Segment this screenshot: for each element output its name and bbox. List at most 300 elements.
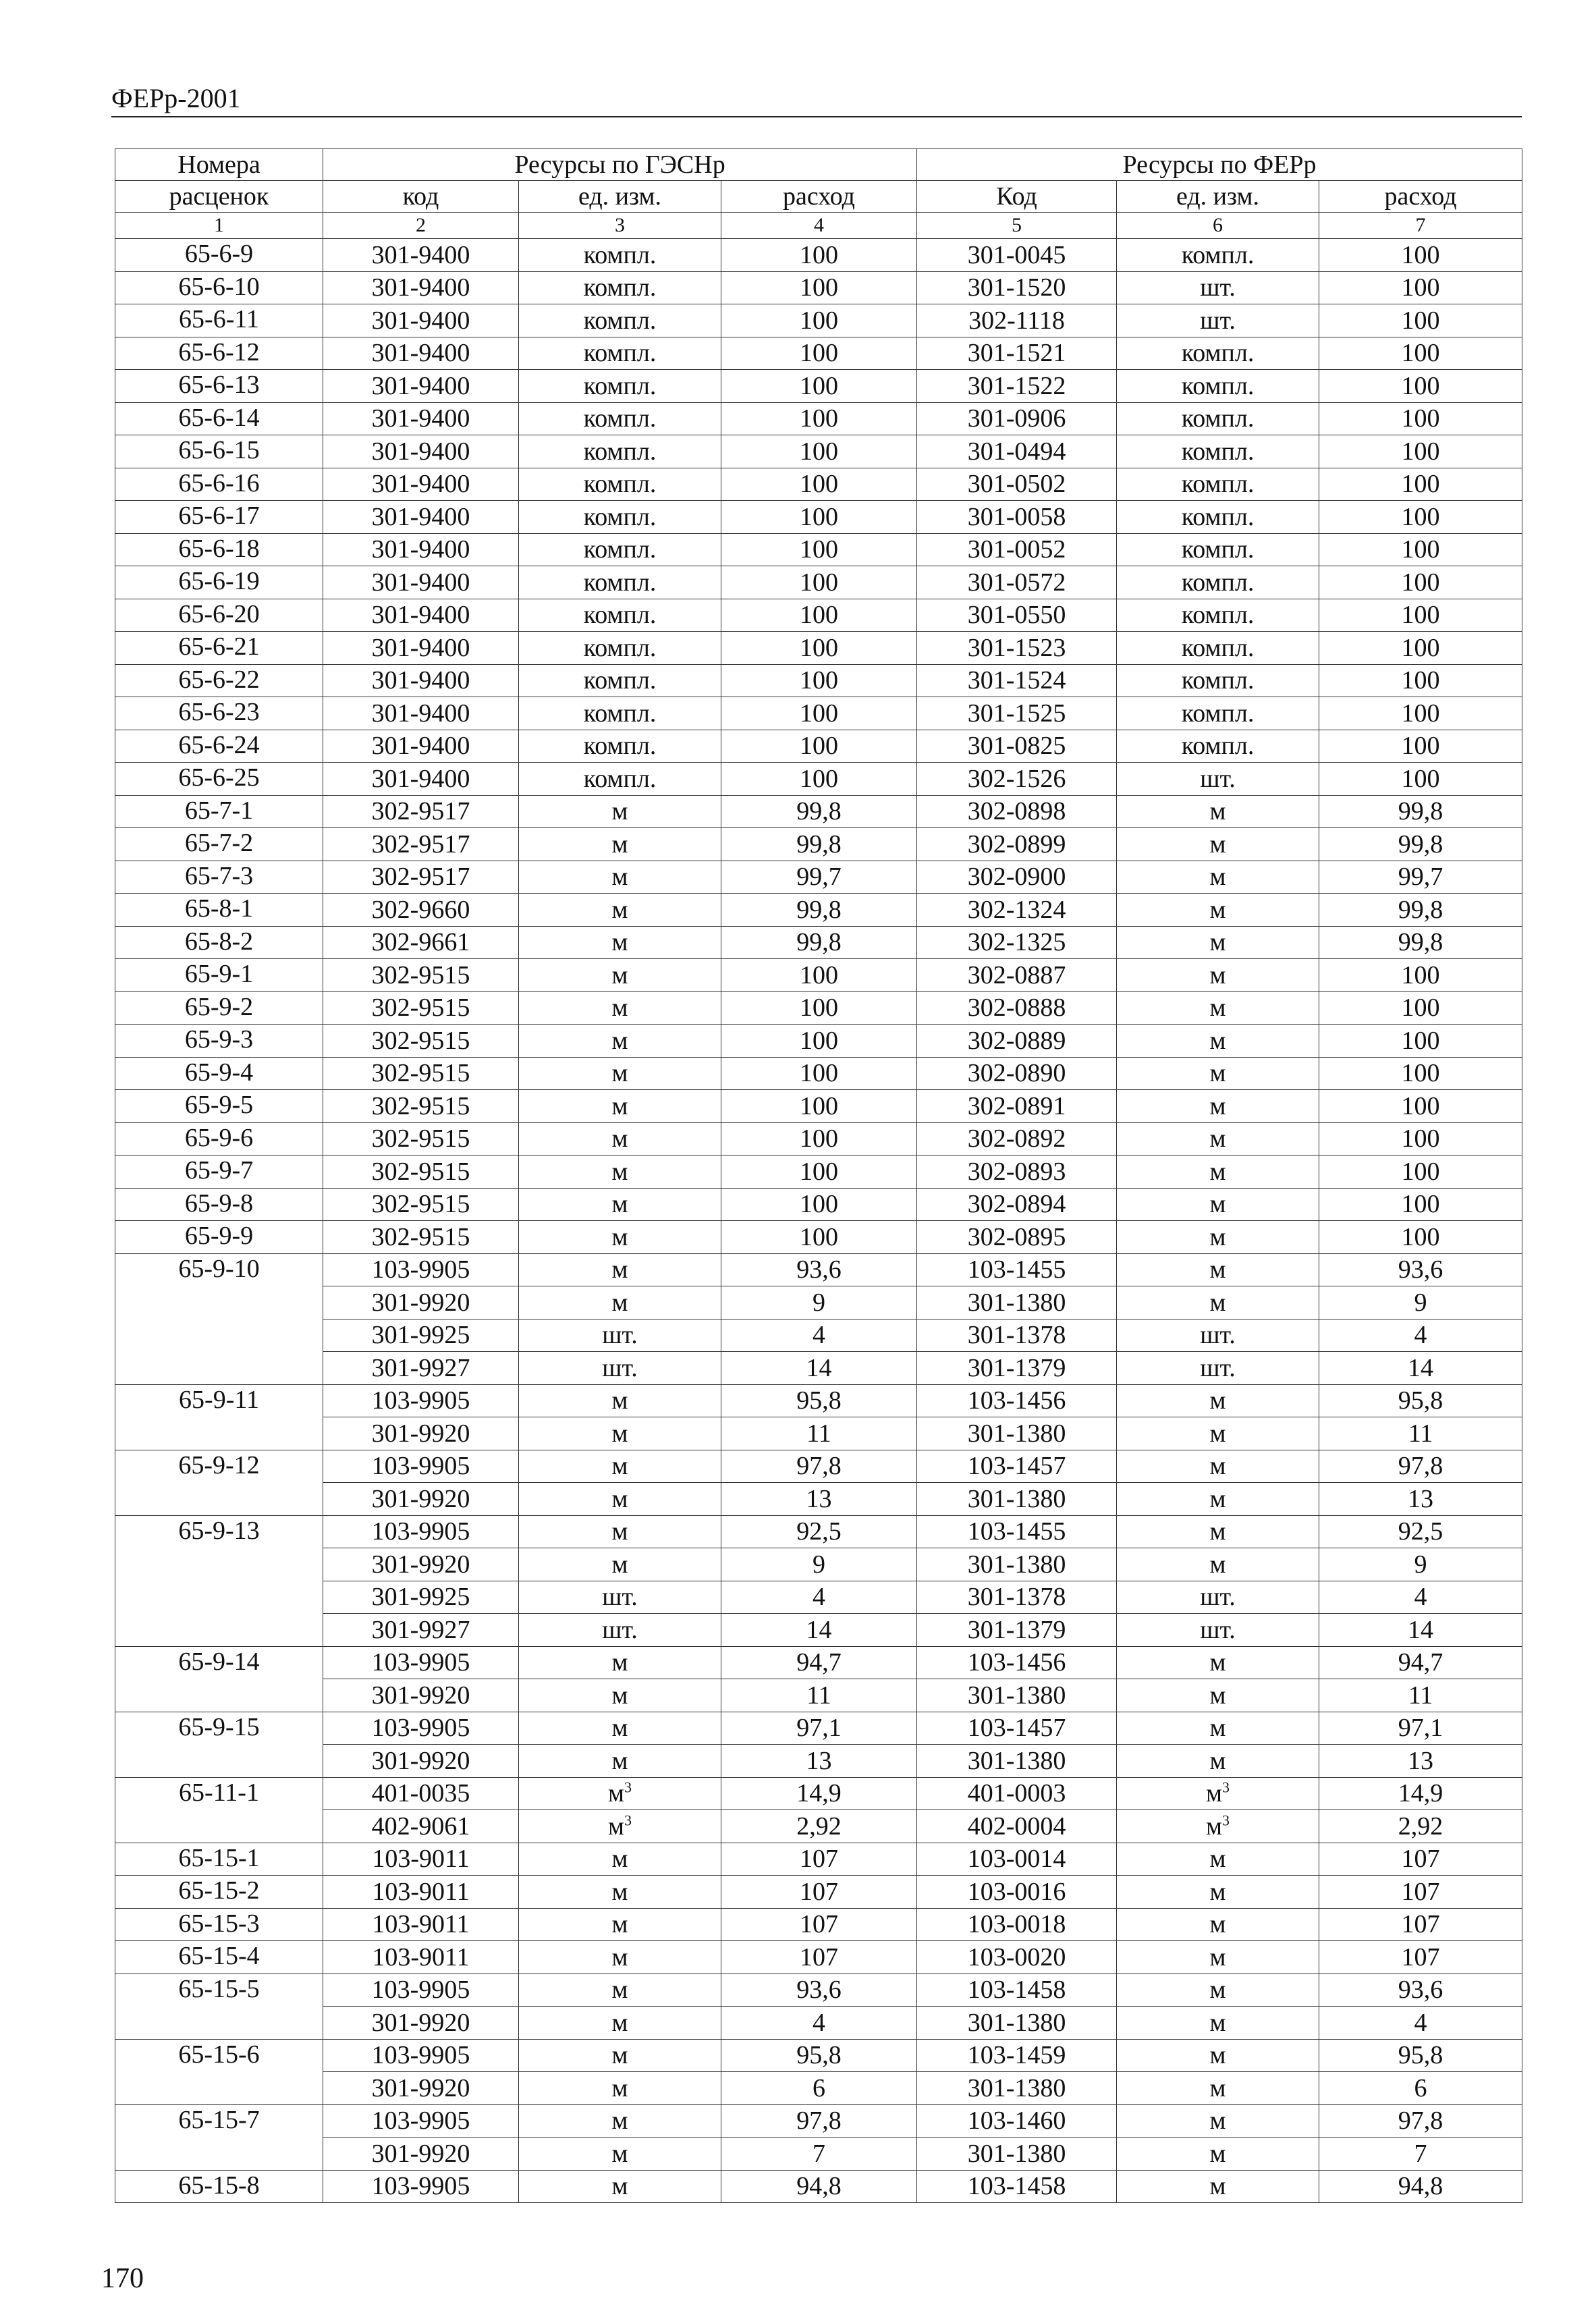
rate-number-cell: 65-6-9 (115, 239, 323, 272)
qty-gesnr-cell: 100 (721, 1090, 917, 1123)
unit-gesnr-cell: компл. (519, 664, 721, 697)
qty-gesnr-cell: 100 (721, 1025, 917, 1058)
code-gesnr-cell: 103-9905 (323, 1253, 519, 1286)
qty-gesnr-cell: 107 (721, 1876, 917, 1909)
unit-ferr-cell: м (1117, 1122, 1319, 1155)
qty-gesnr-cell: 9 (721, 1286, 917, 1319)
qty-ferr-cell: 100 (1319, 533, 1522, 566)
table-row (115, 271, 1522, 304)
table-row (115, 1614, 1522, 1647)
code-ferr-cell: 301-1380 (917, 2072, 1117, 2105)
header-qty-ferr: расход (1319, 181, 1522, 213)
header-code-gesnr: код (323, 181, 519, 213)
table-row (115, 1777, 1522, 1810)
qty-ferr-cell: 100 (1319, 697, 1522, 730)
qty-ferr-cell: 100 (1319, 1057, 1522, 1090)
code-gesnr-cell: 302-9515 (323, 991, 519, 1025)
header-ferr-resources: Ресурсы по ФЕРр (917, 149, 1522, 181)
code-gesnr-cell: 301-9925 (323, 1581, 519, 1614)
qty-gesnr-cell: 94,7 (721, 1646, 917, 1679)
table-row (115, 763, 1522, 796)
qty-ferr-cell: 14 (1319, 1614, 1522, 1647)
table-row (115, 337, 1522, 370)
column-number: 3 (519, 213, 721, 239)
code-gesnr-cell: 301-9400 (323, 402, 519, 435)
rate-number-cell: 65-6-14 (115, 402, 323, 435)
code-ferr-cell: 103-1456 (917, 1384, 1117, 1417)
table-row (115, 1745, 1522, 1778)
table-row (115, 1515, 1522, 1548)
code-gesnr-cell: 301-9400 (323, 501, 519, 534)
qty-gesnr-cell: 100 (721, 632, 917, 665)
qty-ferr-cell: 92,5 (1319, 1515, 1522, 1548)
code-ferr-cell: 103-0018 (917, 1908, 1117, 1941)
qty-ferr-cell: 100 (1319, 763, 1522, 796)
table-row (115, 1843, 1522, 1876)
code-ferr-cell: 301-0052 (917, 533, 1117, 566)
code-gesnr-cell: 302-9660 (323, 894, 519, 927)
qty-ferr-cell: 95,8 (1319, 2039, 1522, 2072)
code-gesnr-cell: 301-9920 (323, 1286, 519, 1319)
code-gesnr-cell: 401-0035 (323, 1777, 519, 1810)
unit-ferr-cell: компл. (1117, 337, 1319, 370)
qty-ferr-cell: 6 (1319, 2072, 1522, 2105)
qty-ferr-cell: 107 (1319, 1941, 1522, 1974)
unit-ferr-cell: м (1117, 991, 1319, 1025)
rate-number-cell: 65-6-25 (115, 763, 323, 796)
qty-gesnr-cell: 14 (721, 1352, 917, 1385)
code-ferr-cell: 301-1380 (917, 1286, 1117, 1319)
rate-number-cell: 65-15-6 (115, 2039, 323, 2104)
table-row (115, 1253, 1522, 1286)
code-ferr-cell: 302-1325 (917, 926, 1117, 959)
code-ferr-cell: 301-0825 (917, 730, 1117, 763)
qty-ferr-cell: 95,8 (1319, 1384, 1522, 1417)
qty-gesnr-cell: 100 (721, 501, 917, 534)
rate-number-cell: 65-9-2 (115, 991, 323, 1025)
table-row (115, 1646, 1522, 1679)
table-row (115, 2007, 1522, 2040)
code-ferr-cell: 103-0016 (917, 1876, 1117, 1909)
unit-ferr-cell: шт. (1117, 304, 1319, 337)
qty-ferr-cell: 9 (1319, 1548, 1522, 1581)
table-row (115, 959, 1522, 992)
qty-gesnr-cell: 100 (721, 1221, 917, 1254)
table-row (115, 566, 1522, 599)
qty-ferr-cell: 100 (1319, 501, 1522, 534)
code-ferr-cell: 103-1457 (917, 1450, 1117, 1483)
qty-gesnr-cell: 100 (721, 304, 917, 337)
unit-ferr-cell: м (1117, 2072, 1319, 2105)
qty-gesnr-cell: 99,8 (721, 894, 917, 927)
unit-gesnr-cell: м (519, 828, 721, 861)
qty-ferr-cell: 99,8 (1319, 795, 1522, 828)
unit-ferr-cell: м (1117, 926, 1319, 959)
qty-ferr-cell: 100 (1319, 632, 1522, 665)
table-row (115, 2039, 1522, 2072)
code-gesnr-cell: 301-9920 (323, 1548, 519, 1581)
qty-ferr-cell: 107 (1319, 1876, 1522, 1909)
table-row (115, 894, 1522, 927)
code-ferr-cell: 301-1379 (917, 1614, 1117, 1647)
table-row (115, 239, 1522, 272)
unit-gesnr-cell: компл. (519, 763, 721, 796)
qty-ferr-cell: 14 (1319, 1352, 1522, 1385)
table-row (115, 1122, 1522, 1155)
code-gesnr-cell: 301-9400 (323, 632, 519, 665)
qty-ferr-cell: 100 (1319, 435, 1522, 468)
unit-gesnr-cell: м (519, 2170, 721, 2203)
table-row (115, 1450, 1522, 1483)
table-row (115, 1319, 1522, 1352)
table-row (115, 1876, 1522, 1909)
qty-ferr-cell: 94,8 (1319, 2170, 1522, 2203)
qty-gesnr-cell: 100 (721, 1188, 917, 1221)
unit-gesnr-cell: м (519, 2039, 721, 2072)
qty-gesnr-cell: 95,8 (721, 1384, 917, 1417)
unit-ferr-cell: компл. (1117, 501, 1319, 534)
code-gesnr-cell: 301-9920 (323, 1483, 519, 1516)
code-gesnr-cell: 103-9905 (323, 1384, 519, 1417)
rate-number-cell: 65-9-5 (115, 1090, 323, 1123)
unit-ferr-cell: м (1117, 1057, 1319, 1090)
code-gesnr-cell: 301-9920 (323, 2007, 519, 2040)
code-ferr-cell: 103-0014 (917, 1843, 1117, 1876)
unit-ferr-cell: м (1117, 1908, 1319, 1941)
table-group-header-row (115, 149, 1522, 181)
qty-ferr-cell: 2,92 (1319, 1810, 1522, 1843)
unit-gesnr-cell: шт. (519, 1319, 721, 1352)
table-row (115, 1417, 1522, 1450)
column-number: 1 (115, 213, 323, 239)
column-number: 5 (917, 213, 1117, 239)
unit-ferr-cell: м (1117, 2039, 1319, 2072)
code-gesnr-cell: 302-9515 (323, 1221, 519, 1254)
rate-number-cell: 65-9-14 (115, 1646, 323, 1712)
table-row (115, 533, 1522, 566)
qty-gesnr-cell: 100 (721, 991, 917, 1025)
table-row (115, 1548, 1522, 1581)
table-row (115, 861, 1522, 894)
code-ferr-cell: 302-0893 (917, 1155, 1117, 1189)
table-row (115, 730, 1522, 763)
code-ferr-cell: 301-1380 (917, 1679, 1117, 1712)
qty-ferr-cell: 100 (1319, 239, 1522, 272)
qty-ferr-cell: 100 (1319, 991, 1522, 1025)
unit-gesnr-cell: компл. (519, 402, 721, 435)
qty-ferr-cell: 99,8 (1319, 828, 1522, 861)
unit-gesnr-cell: компл. (519, 370, 721, 403)
unit-gesnr-cell: м (519, 1745, 721, 1778)
rate-number-cell: 65-9-13 (115, 1515, 323, 1646)
unit-gesnr-cell: м (519, 1253, 721, 1286)
rate-number-cell: 65-8-2 (115, 926, 323, 959)
code-gesnr-cell: 301-9920 (323, 2138, 519, 2171)
unit-ferr-cell: компл. (1117, 370, 1319, 403)
qty-ferr-cell: 100 (1319, 1025, 1522, 1058)
unit-ferr-cell: м (1117, 1843, 1319, 1876)
unit-gesnr-cell: м (519, 1515, 721, 1548)
unit-gesnr-cell: компл. (519, 697, 721, 730)
unit-ferr-cell: м (1117, 1450, 1319, 1483)
table-row (115, 1581, 1522, 1614)
qty-gesnr-cell: 97,8 (721, 1450, 917, 1483)
qty-ferr-cell: 100 (1319, 1155, 1522, 1189)
qty-ferr-cell: 107 (1319, 1908, 1522, 1941)
unit-gesnr-cell: м (519, 1679, 721, 1712)
code-ferr-cell: 301-1521 (917, 337, 1117, 370)
unit-gesnr-cell: компл. (519, 468, 721, 501)
qty-gesnr-cell: 100 (721, 599, 917, 632)
header-unit-gesnr: ед. изм. (519, 181, 721, 213)
table-row (115, 1974, 1522, 2007)
column-numbers-row (115, 213, 1522, 239)
rate-number-cell: 65-9-1 (115, 959, 323, 992)
code-ferr-cell: 301-0906 (917, 402, 1117, 435)
unit-gesnr-cell: компл. (519, 304, 721, 337)
unit-ferr-cell: $м^3$ (1117, 1777, 1319, 1810)
table-row (115, 1712, 1522, 1745)
table-row (115, 664, 1522, 697)
rate-number-cell: 65-9-10 (115, 1253, 323, 1384)
code-ferr-cell: 402-0004 (917, 1810, 1117, 1843)
unit-gesnr-cell: м (519, 2072, 721, 2105)
qty-ferr-cell: 100 (1319, 271, 1522, 304)
qty-gesnr-cell: 4 (721, 2007, 917, 2040)
code-ferr-cell: 301-1525 (917, 697, 1117, 730)
code-gesnr-cell: 302-9517 (323, 795, 519, 828)
qty-gesnr-cell: 4 (721, 1319, 917, 1352)
table-row (115, 1090, 1522, 1123)
code-ferr-cell: 103-0020 (917, 1941, 1117, 1974)
table-row (115, 697, 1522, 730)
qty-gesnr-cell: 9 (721, 1548, 917, 1581)
table-row (115, 1810, 1522, 1843)
unit-gesnr-cell: м (519, 1941, 721, 1974)
unit-gesnr-cell: м (519, 1122, 721, 1155)
unit-gesnr-cell: м (519, 991, 721, 1025)
qty-ferr-cell: 93,6 (1319, 1974, 1522, 2007)
qty-gesnr-cell: 6 (721, 2072, 917, 2105)
table-row (115, 2104, 1522, 2138)
code-ferr-cell: 301-1380 (917, 2007, 1117, 2040)
code-ferr-cell: 301-0058 (917, 501, 1117, 534)
qty-ferr-cell: 100 (1319, 566, 1522, 599)
table-row (115, 926, 1522, 959)
header-qty-gesnr: расход (721, 181, 917, 213)
qty-gesnr-cell: 100 (721, 1122, 917, 1155)
qty-ferr-cell: 93,6 (1319, 1253, 1522, 1286)
qty-gesnr-cell: 100 (721, 1155, 917, 1189)
code-gesnr-cell: 301-9400 (323, 468, 519, 501)
rate-number-cell: 65-15-8 (115, 2170, 323, 2203)
rate-number-cell: 65-6-22 (115, 664, 323, 697)
unit-ferr-cell: компл. (1117, 664, 1319, 697)
qty-gesnr-cell: 14,9 (721, 1777, 917, 1810)
column-number: 2 (323, 213, 519, 239)
rate-number-cell: 65-9-3 (115, 1025, 323, 1058)
table-row (115, 1188, 1522, 1221)
code-ferr-cell: 302-0900 (917, 861, 1117, 894)
unit-gesnr-cell: шт. (519, 1352, 721, 1385)
qty-ferr-cell: 4 (1319, 1581, 1522, 1614)
unit-ferr-cell: м (1117, 861, 1319, 894)
rate-number-cell: 65-9-9 (115, 1221, 323, 1254)
rate-number-cell: 65-11-1 (115, 1777, 323, 1843)
rate-number-cell: 65-9-12 (115, 1450, 323, 1515)
code-gesnr-cell: 301-9400 (323, 664, 519, 697)
unit-gesnr-cell: м (519, 1090, 721, 1123)
qty-ferr-cell: 100 (1319, 959, 1522, 992)
unit-ferr-cell: м (1117, 2170, 1319, 2203)
qty-gesnr-cell: 107 (721, 1843, 917, 1876)
header-code-ferr: Код (917, 181, 1117, 213)
rate-number-cell: 65-6-16 (115, 468, 323, 501)
unit-ferr-cell: м (1117, 959, 1319, 992)
qty-gesnr-cell: 11 (721, 1417, 917, 1450)
qty-gesnr-cell: 11 (721, 1679, 917, 1712)
code-ferr-cell: 301-1378 (917, 1319, 1117, 1352)
code-ferr-cell: 301-0494 (917, 435, 1117, 468)
unit-gesnr-cell: м (519, 1188, 721, 1221)
code-gesnr-cell: 402-9061 (323, 1810, 519, 1843)
column-number: 6 (1117, 213, 1319, 239)
code-ferr-cell: 301-1522 (917, 370, 1117, 403)
unit-ferr-cell: м (1117, 1548, 1319, 1581)
unit-ferr-cell: шт. (1117, 1581, 1319, 1614)
column-number: 4 (721, 213, 917, 239)
code-ferr-cell: 103-1458 (917, 2170, 1117, 2203)
table-row (115, 1352, 1522, 1385)
code-gesnr-cell: 302-9515 (323, 1057, 519, 1090)
unit-gesnr-cell: компл. (519, 271, 721, 304)
unit-gesnr-cell: м (519, 1450, 721, 1483)
code-ferr-cell: 302-1324 (917, 894, 1117, 927)
qty-gesnr-cell: 13 (721, 1483, 917, 1516)
page-header-title: ФЕРр-2001 (111, 83, 241, 113)
qty-gesnr-cell: 99,8 (721, 828, 917, 861)
unit-ferr-cell: компл. (1117, 632, 1319, 665)
unit-ferr-cell: шт. (1117, 1352, 1319, 1385)
unit-ferr-cell: м (1117, 1384, 1319, 1417)
code-gesnr-cell: 302-9661 (323, 926, 519, 959)
rate-number-cell: 65-6-20 (115, 599, 323, 632)
code-ferr-cell: 302-0895 (917, 1221, 1117, 1254)
unit-gesnr-cell: м (519, 2007, 721, 2040)
code-ferr-cell: 301-1380 (917, 1417, 1117, 1450)
rate-number-cell: 65-7-1 (115, 795, 323, 828)
code-ferr-cell: 103-1458 (917, 1974, 1117, 2007)
rate-number-cell: 65-15-5 (115, 1974, 323, 2039)
code-gesnr-cell: 103-9011 (323, 1941, 519, 1974)
unit-gesnr-cell: компл. (519, 533, 721, 566)
code-ferr-cell: 301-0502 (917, 468, 1117, 501)
code-ferr-cell: 302-1526 (917, 763, 1117, 796)
qty-ferr-cell: 100 (1319, 730, 1522, 763)
qty-gesnr-cell: 100 (721, 271, 917, 304)
unit-gesnr-cell: м (519, 894, 721, 927)
resources-table (115, 148, 1522, 2203)
qty-ferr-cell: 100 (1319, 664, 1522, 697)
unit-ferr-cell: компл. (1117, 435, 1319, 468)
table-row (115, 1155, 1522, 1189)
code-ferr-cell: 301-1524 (917, 664, 1117, 697)
qty-gesnr-cell: 107 (721, 1941, 917, 1974)
qty-gesnr-cell: 99,8 (721, 926, 917, 959)
rate-number-cell: 65-6-10 (115, 271, 323, 304)
unit-gesnr-cell: м (519, 1221, 721, 1254)
table-row (115, 1384, 1522, 1417)
qty-ferr-cell: 13 (1319, 1483, 1522, 1516)
unit-ferr-cell: м (1117, 1974, 1319, 2007)
rate-number-cell: 65-15-1 (115, 1843, 323, 1876)
qty-ferr-cell: 99,8 (1319, 894, 1522, 927)
unit-gesnr-cell: м (519, 1712, 721, 1745)
rate-number-cell: 65-6-15 (115, 435, 323, 468)
rate-number-cell: 65-6-18 (115, 533, 323, 566)
qty-gesnr-cell: 97,1 (721, 1712, 917, 1745)
qty-gesnr-cell: 100 (721, 664, 917, 697)
unit-ferr-cell: шт. (1117, 763, 1319, 796)
qty-gesnr-cell: 100 (721, 337, 917, 370)
qty-gesnr-cell: 2,92 (721, 1810, 917, 1843)
unit-gesnr-cell: компл. (519, 730, 721, 763)
code-ferr-cell: 301-1380 (917, 2138, 1117, 2171)
unit-ferr-cell: м (1117, 1712, 1319, 1745)
unit-gesnr-cell: компл. (519, 632, 721, 665)
rate-number-cell: 65-6-11 (115, 304, 323, 337)
qty-ferr-cell: 97,8 (1319, 1450, 1522, 1483)
code-gesnr-cell: 302-9515 (323, 1188, 519, 1221)
code-ferr-cell: 301-0572 (917, 566, 1117, 599)
qty-ferr-cell: 13 (1319, 1745, 1522, 1778)
code-gesnr-cell: 103-9905 (323, 2039, 519, 2072)
code-gesnr-cell: 302-9515 (323, 1090, 519, 1123)
unit-gesnr-cell: м (519, 959, 721, 992)
code-gesnr-cell: 103-9905 (323, 1974, 519, 2007)
qty-gesnr-cell: 107 (721, 1908, 917, 1941)
qty-ferr-cell: 14,9 (1319, 1777, 1522, 1810)
code-ferr-cell: 302-0888 (917, 991, 1117, 1025)
table-row (115, 1908, 1522, 1941)
rate-number-cell: 65-15-4 (115, 1941, 323, 1974)
unit-ferr-cell: компл. (1117, 533, 1319, 566)
qty-gesnr-cell: 14 (721, 1614, 917, 1647)
unit-gesnr-cell: м (519, 1417, 721, 1450)
code-ferr-cell: 301-1523 (917, 632, 1117, 665)
code-gesnr-cell: 302-9517 (323, 861, 519, 894)
code-ferr-cell: 302-0887 (917, 959, 1117, 992)
table-subheader-row (115, 181, 1522, 213)
rate-number-cell: 65-9-4 (115, 1057, 323, 1090)
unit-ferr-cell: м (1117, 1679, 1319, 1712)
table-row (115, 1025, 1522, 1058)
unit-ferr-cell: м (1117, 1941, 1319, 1974)
code-ferr-cell: 302-1118 (917, 304, 1117, 337)
qty-ferr-cell: 100 (1319, 1221, 1522, 1254)
code-gesnr-cell: 103-9905 (323, 1712, 519, 1745)
unit-gesnr-cell: шт. (519, 1581, 721, 1614)
rate-number-cell: 65-7-3 (115, 861, 323, 894)
code-ferr-cell: 302-0889 (917, 1025, 1117, 1058)
code-gesnr-cell: 302-9515 (323, 1122, 519, 1155)
rate-number-cell: 65-7-2 (115, 828, 323, 861)
code-gesnr-cell: 301-9400 (323, 533, 519, 566)
qty-ferr-cell: 97,8 (1319, 2104, 1522, 2138)
qty-ferr-cell: 4 (1319, 1319, 1522, 1352)
unit-gesnr-cell: компл. (519, 239, 721, 272)
qty-ferr-cell: 11 (1319, 1679, 1522, 1712)
